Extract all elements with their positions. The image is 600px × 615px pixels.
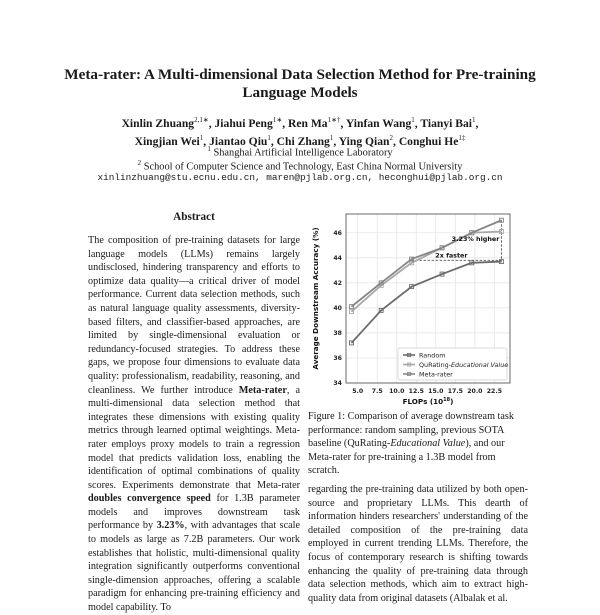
- x-tick-label: 7.5: [371, 388, 383, 395]
- x-tick-label: 5.0: [352, 388, 364, 395]
- y-tick-label: 42: [333, 280, 342, 288]
- caption-text: Figure 1: Comparison of average downstream task performance: random sampling, previous SOTA baseline (QuRating-: [308, 411, 514, 450]
- figure-caption: [308, 410, 526, 478]
- affiliation-text: School of Computer Science and Technology, East China Normal University: [143, 161, 463, 173]
- y-tick-label: 36: [333, 355, 342, 363]
- affiliation-marker: 2: [137, 159, 142, 167]
- intro-body-text: regarding the pre-training data utilized by both open-source and proprietary LLMs. This dearth of information hinders researchers' understanding of the detailed composition of the pre-training data employed in current trending LLMs. Therefore, the focus of contemporary research is shifting towards enhancing the quality of pre-training data through data selection methods, which aim to extract high-quality data from original datasets (Albalak et al.: [308, 484, 528, 604]
- caption-italic: Educational Value: [390, 438, 466, 450]
- abstract-text: , a multi-dimensional data selection method that integrates these dimensions with existing quality metrics through learned optimal weightings. Meta-rater employs proxy models to train a regression model that predicts validation loss, enabling the identification of optimal combinations of quality scores. Experiments demonstrate that Meta-rater: [88, 384, 300, 491]
- author-affiliation-marker: 1: [329, 133, 334, 142]
- affiliation-marker: 1: [207, 145, 211, 153]
- line-chart: [308, 210, 528, 410]
- x-tick-label: 20.0: [467, 388, 483, 395]
- author-affiliation-marker: 1: [199, 133, 204, 142]
- author-affiliation-marker: 1‡: [458, 133, 466, 142]
- abstract-heading: Abstract: [173, 211, 215, 223]
- y-axis-label: Average Downstream Accuracy (%): [311, 227, 320, 370]
- x-tick-label: 15.0: [428, 388, 444, 395]
- author-name: Ying Qian: [338, 134, 390, 148]
- author-name: Yinfan Wang: [345, 116, 412, 130]
- author-affiliation-marker: 2: [389, 133, 394, 142]
- abstract-bold-method: Meta-rater: [238, 384, 287, 396]
- authors-line-2: Xingjian Wei$^1$, Jiantao Qiu$^1$, Chi Zhang$^1$, Ying Qian$^2$, Conghui $He^{1\ddagger}$: [134, 133, 466, 148]
- author-name: Ren Ma: [287, 116, 328, 130]
- abstract-bold-speed: doubles convergence speed: [88, 493, 211, 505]
- x-tick-label: 12.5: [408, 388, 424, 395]
- author-affiliation-marker: 1: [472, 116, 476, 124]
- caption-text: ), and our Meta-rater for pre-training a 1.3B model from scratch.: [308, 438, 505, 477]
- legend-label: QuRating-Educational Value: [419, 360, 509, 369]
- title-line-1: Meta-rater: A Multi-dimensional Data Selection Method for Pre-training: [64, 66, 536, 83]
- author-emails: xinlinzhuang@stu.ecnu.edu.cn, maren@pjlab.org.cn, heconghui@pjlab.org.cn: [97, 172, 503, 183]
- author-name: Tianyi Bai: [420, 116, 473, 130]
- title-line-2: Language Models: [242, 84, 358, 101]
- abstract-text: The composition of pre-training datasets for large language models (LLMs) remains largely undisclosed, hindering transparency and efforts to optimize data quality—a critical driver of model performance. Current data selection methods, such as natural language quality assessments, diversity-based filters, and classifier-based approaches, are limited by single-dimensional evaluation or redundancy-focused strategies. To address these gaps, we propose four dimensions to evaluate data quality: professionalism, readability, reasoning, and cleanliness. We further introduce: [88, 235, 300, 396]
- authors-line-1: Xinlin Zhuang$^{2,1∗}$, Jiahui Peng$^{1∗}$, Ren $Ma^{1∗\dagger}$, Yinfan Wang$^1$, Tianyi Bai$^1$,: [121, 116, 479, 130]
- figure-1-chart: [308, 210, 528, 410]
- series-line-qurating-educational-value: [351, 232, 501, 312]
- y-tick-label: 38: [333, 330, 342, 338]
- author-name: Xinlin Zhuang: [121, 116, 195, 130]
- y-tick-label: 46: [333, 229, 342, 237]
- abstract-body: [88, 234, 300, 615]
- author-name: Jiantao Qiu: [209, 134, 268, 148]
- author-affiliation-marker: 1∗†: [327, 116, 341, 124]
- affiliation-text: Shanghai Artificial Intelligence Laboratory: [213, 147, 393, 159]
- author-affiliation-marker: 1: [267, 133, 271, 142]
- legend-label: Meta-rater: [419, 370, 453, 379]
- author-name: Conghui He: [398, 134, 459, 148]
- abstract-text: , with advantages that scale to models as large as 7.2B parameters. Our work establishes that holistic, multi-dimensional quality integration significantly outperforms conventional single-dimension approaches, offering a scalable paradigm for enhancing pre-training efficiency and model capability. To: [88, 520, 300, 614]
- annotation-higher: 3.23% higher: [451, 234, 500, 243]
- author-name: Xingjian Wei: [134, 134, 200, 148]
- x-tick-label: 22.5: [486, 388, 503, 395]
- author-affiliation-marker: 1: [411, 116, 415, 124]
- paper-title: [40, 66, 560, 102]
- author-affiliation-marker: 2,1∗: [194, 116, 209, 124]
- y-tick-label: 34: [333, 380, 342, 388]
- author-affiliation-marker: 1∗: [272, 116, 283, 124]
- legend-label: Random: [419, 351, 446, 360]
- x-tick-label: 10.0: [389, 388, 405, 395]
- author-name: Chi Zhang: [276, 134, 330, 148]
- annotation-faster: 2x faster: [435, 251, 468, 260]
- y-tick-label: 40: [333, 305, 342, 313]
- series-line-random: [351, 262, 501, 343]
- abstract-bold-percent: 3.23%: [156, 520, 185, 532]
- y-tick-label: 44: [333, 255, 342, 263]
- author-name: Jiahui Peng: [214, 116, 273, 130]
- abstract-text: for 1.3B parameter models and improves downstream task performance by: [88, 493, 300, 532]
- x-axis-label: FLOPs $(10^{18})$: [402, 397, 454, 406]
- x-tick-label: 17.5: [447, 388, 463, 395]
